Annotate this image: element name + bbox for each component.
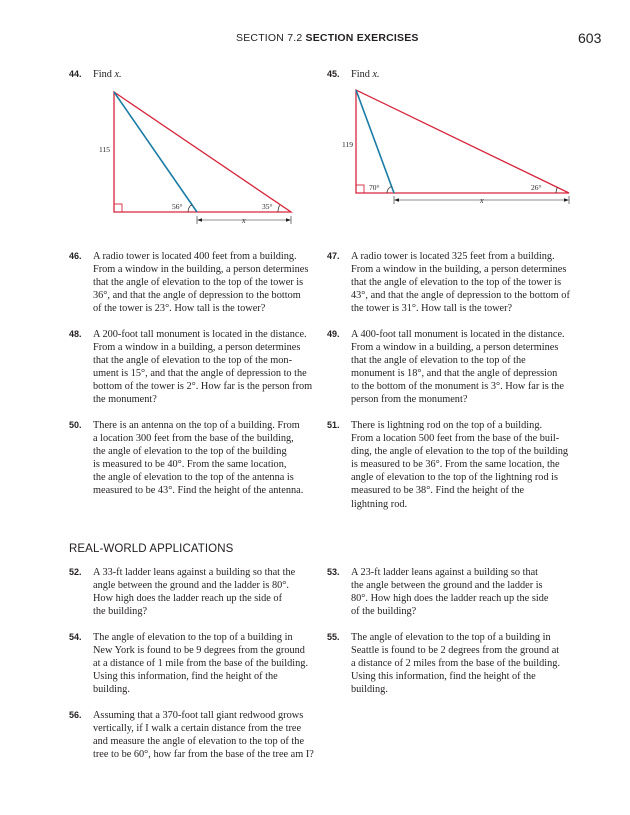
exercise-number: 51. [327,420,340,430]
text-line: monument is 18°, and that the angle of depression [351,368,558,380]
prompt-text: Find [351,69,370,80]
text-line: Using this information, find the height of the [93,671,278,683]
text-line: that the angle of elevation to the top of the tower is [93,277,304,289]
exercise-55 [327,631,560,696]
exercise-49 [327,328,565,407]
text-line: ument is 15°, and that the angle of depression to the [93,368,307,380]
text-line: building. [351,684,388,696]
text-line: the angle between the ground and the ladder is [351,580,543,592]
text-line: lightning rod. [351,498,408,510]
text-line: Assuming that a 370-foot tall giant redwood grows [93,710,304,721]
exercise-text [93,328,312,407]
text-line: A radio tower is located 400 feet from a building. [93,251,297,262]
exercise-56 [69,709,314,761]
text-line: There is lightning rod on the top of a building. [351,420,543,431]
text-line: 43°, and that the angle of depression to the bottom of [351,290,570,302]
exercise-number: 54. [69,632,82,642]
exercise-prompt [351,68,380,81]
exercise-number: 49. [327,329,340,339]
text-line: measured to be 43°. Find the height of the antenna. [93,485,304,497]
text-line: From a window in the building, a person determines [351,264,567,276]
exercise-54 [69,631,308,696]
text-line: There is an antenna on the top of a building. From [93,420,300,431]
text-line: the angle of elevation to the top of the antenna is [93,472,294,484]
exercise-text [351,250,570,315]
text-line: is measured to be 40°. From the same location, [93,459,287,471]
section-number: SECTION 7.2 [236,32,303,44]
x-label: x [480,196,484,205]
text-line: bottom of the tower is 2°. How far is the person from [93,381,313,393]
text-line: to the bottom of the monument is 3°. How far is the [351,381,564,393]
exercise-number: 48. [69,329,82,339]
text-line: From a window in a building, a person determines [93,342,301,354]
text-line: that the angle of elevation to the top of the tower is [351,277,562,289]
text-line: the monument? [93,394,157,406]
text-line: vertically, if I walk a certain distance from the tree [93,723,302,735]
x-label: x [242,216,246,225]
text-line: A 23-ft ladder leans against a building so that [351,567,539,578]
exercise-47 [327,250,570,315]
text-line: a distance of 2 miles from the base of the building. [351,658,561,670]
text-line: building. [93,684,130,696]
exercise-text [93,709,314,761]
text-line: the angle of elevation to the top of the building [93,446,287,458]
angle-label-26: 26° [531,183,542,192]
text-line: New York is found to be 9 degrees from the ground [93,645,305,657]
text-line: The angle of elevation to the top of a building in [351,632,551,643]
text-line: that the angle of elevation to the top of the [351,355,526,367]
exercise-text [93,419,303,498]
text-line: is measured to be 36°. From the same location, the [351,459,560,471]
text-line: the building? [93,606,148,618]
exercise-text [93,566,295,618]
text-line: of the building? [351,606,417,618]
prompt-variable: x. [372,69,380,80]
angle-label-35: 35° [262,202,273,211]
text-line: and measure the angle of elevation to the top of the [93,736,305,748]
exercise-number: 47. [327,251,340,261]
exercise-text [351,328,565,407]
page-number: 603 [578,30,602,46]
text-line: From a location 500 feet from the base of the buil- [351,433,560,445]
text-line: a location 300 feet from the base of the building, [93,433,294,445]
text-line: of the tower is 23°. How tall is the tower? [93,303,266,315]
text-line: angle of elevation to the top of the lightning rod is [351,472,559,484]
exercise-text [351,419,568,511]
text-line: A 33-ft ladder leans against a building so that the [93,567,296,578]
exercise-50 [69,419,303,498]
exercise-number: 52. [69,567,82,577]
text-line: A radio tower is located 325 feet from a building. [351,251,555,262]
text-line: The angle of elevation to the top of a building in [93,632,293,643]
exercise-text [351,566,548,618]
prompt-variable: x. [114,69,122,80]
exercise-number: 50. [69,420,82,430]
exercise-46 [69,250,308,315]
exercise-51 [327,419,568,511]
exercise-53 [327,566,548,618]
exercise-text [93,631,308,696]
exercise-48 [69,328,312,407]
text-line: 36°, and that the angle of depression to the bottom [93,290,301,302]
section-heading: REAL-WORLD APPLICATIONS [69,543,234,555]
text-line: Seattle is found to be 2 degrees from the ground at [351,645,560,657]
side-label-119: 119 [342,140,353,149]
text-line: How high does the ladder reach up the side of [93,593,283,605]
text-line: angle between the ground and the ladder is 80°. [93,580,289,592]
section-name: SECTION EXERCISES [305,32,419,44]
text-line: Using this information, find the height of the [351,671,536,683]
exercise-52 [69,566,295,618]
exercise-number: 53. [327,567,340,577]
text-line: tree to be 60°, how far from the base of the tree am I? [93,749,314,761]
text-line: that the angle of elevation to the top of the mon- [93,355,293,367]
prompt-text: Find [93,69,112,80]
angle-label-70: 70° [369,183,380,192]
exercise-45 [327,68,380,81]
text-line: From a window in a building, a person determines [351,342,559,354]
text-line: A 400-foot tall monument is located in the distance. [351,329,565,340]
text-line: person from the monument? [351,394,468,406]
text-line: measured to be 38°. Find the height of the [351,485,525,497]
exercise-number: 56. [69,710,82,720]
text-line: ding, the angle of elevation to the top of the building [351,446,569,458]
text-line: A 200-foot tall monument is located in the distance. [93,329,307,340]
exercise-text [93,250,308,315]
exercise-number: 45. [327,69,340,79]
angle-label-56: 56° [172,202,183,211]
exercise-number: 55. [327,632,340,642]
text-line: 80°. How high does the ladder reach up the side [351,593,549,605]
exercise-number: 46. [69,251,82,261]
text-line: From a window in the building, a person determines [93,264,309,276]
side-label-115: 115 [99,145,110,154]
text-line: the tower is 31°. How tall is the tower? [351,303,513,315]
exercise-number: 44. [69,69,82,79]
exercise-text [351,631,560,696]
text-line: at a distance of 1 mile from the base of the building. [93,658,309,670]
